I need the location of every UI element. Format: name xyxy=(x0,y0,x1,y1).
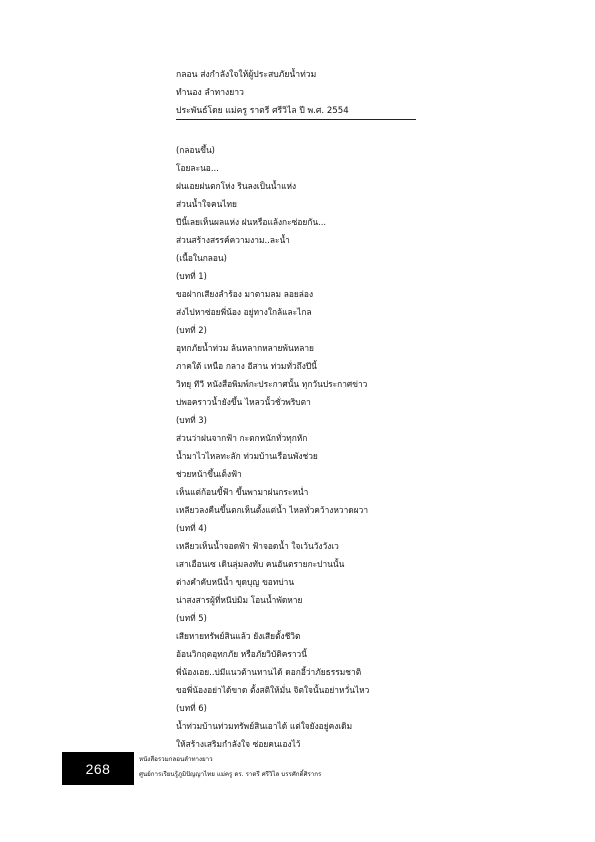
poem-line: (บทที่ 1) xyxy=(176,271,207,281)
poem-line: (กลอนขึ้น) xyxy=(176,145,215,155)
poem-line: ฝนเอยฝนตกโห่ง รินลงเป็นน้ำแห่ง xyxy=(176,181,297,191)
poem-line: ขอฝากเสียงลำร้อง มาตามลม ลอยล่อง xyxy=(176,289,314,299)
poem-line: (บทที่ 4) xyxy=(176,523,207,533)
poem-line: เสาเอือนเซ เดินลุ่มลงทับ คนอันตรายกะปานนั้น xyxy=(176,559,345,569)
poem-line: ให้สร้างเสริมกำลังใจ ซ่อยคนเองไว้ xyxy=(176,739,301,749)
poem-line: น้ำมาไวไหลทะลัก ท่วมบ้านเรือนพังช่วย xyxy=(176,451,318,461)
poem-melody: ทำนอง ลำทางยาว xyxy=(176,88,244,98)
poem-line: เสียหายทรัพย์สินแล้ว ยังเสียตั้งชีวิต xyxy=(176,631,301,641)
poem-line: ส่วนสร้างสรรค์ความงาม..ละน้ำ xyxy=(176,235,290,245)
poem-line: โอยละนอ... xyxy=(176,163,219,173)
poem-line: (เนื้อในกลอน) xyxy=(176,253,227,263)
poem-line: ภาคใต้ เหนือ กลาง อีสาน ท่วมทั่วถึงปีนี้ xyxy=(176,361,317,371)
footer-publisher: ศูนย์การเรียนรู้ภูมิปัญญาไทย แม่ครู ดร. ราตรี ศรีวิไล บรรศักดิ์ศิรากร xyxy=(139,771,322,778)
page-number-box xyxy=(62,752,134,785)
poem-line: บ่พอคราวน้ำยังขึ้น ไหลวนั้วชั่วพริบตา xyxy=(176,397,311,407)
poem-body xyxy=(176,141,476,753)
poem-line: (บทที่ 2) xyxy=(176,325,207,335)
poem-line: ช่วยหน้าขึ้นเต็งฟ้า xyxy=(176,469,242,479)
poem-line: ส่วนว่าฝนจากฟ้า กะตกหนักทั่วทุกหัก xyxy=(176,433,308,443)
poem-header xyxy=(176,66,416,120)
poem-line: น่าสงสารผู้ที่หนีบ่มิม โอนน้ำพัดหาย xyxy=(176,595,303,605)
header-rule xyxy=(176,119,416,120)
poem-credit: ประพันธ์โดย แม่ครู ราตรี ศรีวิไล ปี พ.ศ. 2554 xyxy=(176,106,349,116)
poem-line: อุทกภัยน้ำท่วม ล้นหลากหลายพ้นหลาย xyxy=(176,343,314,353)
poem-line: วิทยุ ทีวี หนังสือพิมพ์กะประกาศนั้น ทุกวันประกาศข่าว xyxy=(176,379,368,389)
poem-line: ขอพี่น้องอย่าได้ขาด ตั้งสติให้มั่น จิตใจนั้นอย่าหวั่นไหว xyxy=(176,685,370,695)
poem-line: (บทที่ 3) xyxy=(176,415,207,425)
footer xyxy=(139,754,399,780)
poem-line: ปีนี้เลยเห็นผลแห่ง ฝนหรือแล้งกะซ่อยกัน... xyxy=(176,217,327,227)
poem-line: เหลียวลงคืนขึ้นตกเห็นตั้งแต่น้ำ ไหลทั่วคว้างหวาดผวา xyxy=(176,505,369,515)
poem-line: อ้อนวิกฤตอุทกภัย หรือภัยวิบัติคราวนี้ xyxy=(176,649,307,659)
poem-line: น้ำท่วมบ้านท่วมทรัพย์สินเอาได้ แต่ใจยังอยู่คงเดิม xyxy=(176,721,353,731)
poem-line: ส่วนน้ำใจคนไทย xyxy=(176,199,237,209)
poem-line: เห็นแต่ก้อนขี้ฟ้า ขึ้นพามาฝนกระหน่ำ xyxy=(176,487,309,497)
poem-line: เหลียวเห็นน้ำจอดฟ้า ฟ้าจอดน้ำ ใจเว้นวังวังเว xyxy=(176,541,339,551)
poem-title: กลอน ส่งกำลังใจให้ผู้ประสบภัยน้ำท่วม xyxy=(176,70,317,80)
poem-line: (บทที่ 6) xyxy=(176,703,207,713)
poem-line: (บทที่ 5) xyxy=(176,613,207,623)
poem-line: พี่น้องเอย..บ่มีแนวต้านทานได้ ดอกอี้ว่าภัยธรรมชาติ xyxy=(176,667,362,677)
footer-book-title: หนังสือรวมกลอนลำทางยาว xyxy=(139,756,213,763)
page-number: 268 xyxy=(85,760,111,777)
poem-line: ส่งไปหาซ่อยพี่น้อง อยู่ทางใกล้และไกล xyxy=(176,307,312,317)
poem-line: ต่างคำคับหนีน้ำ ขุดบุญ ขอทบ่าน xyxy=(176,577,295,587)
